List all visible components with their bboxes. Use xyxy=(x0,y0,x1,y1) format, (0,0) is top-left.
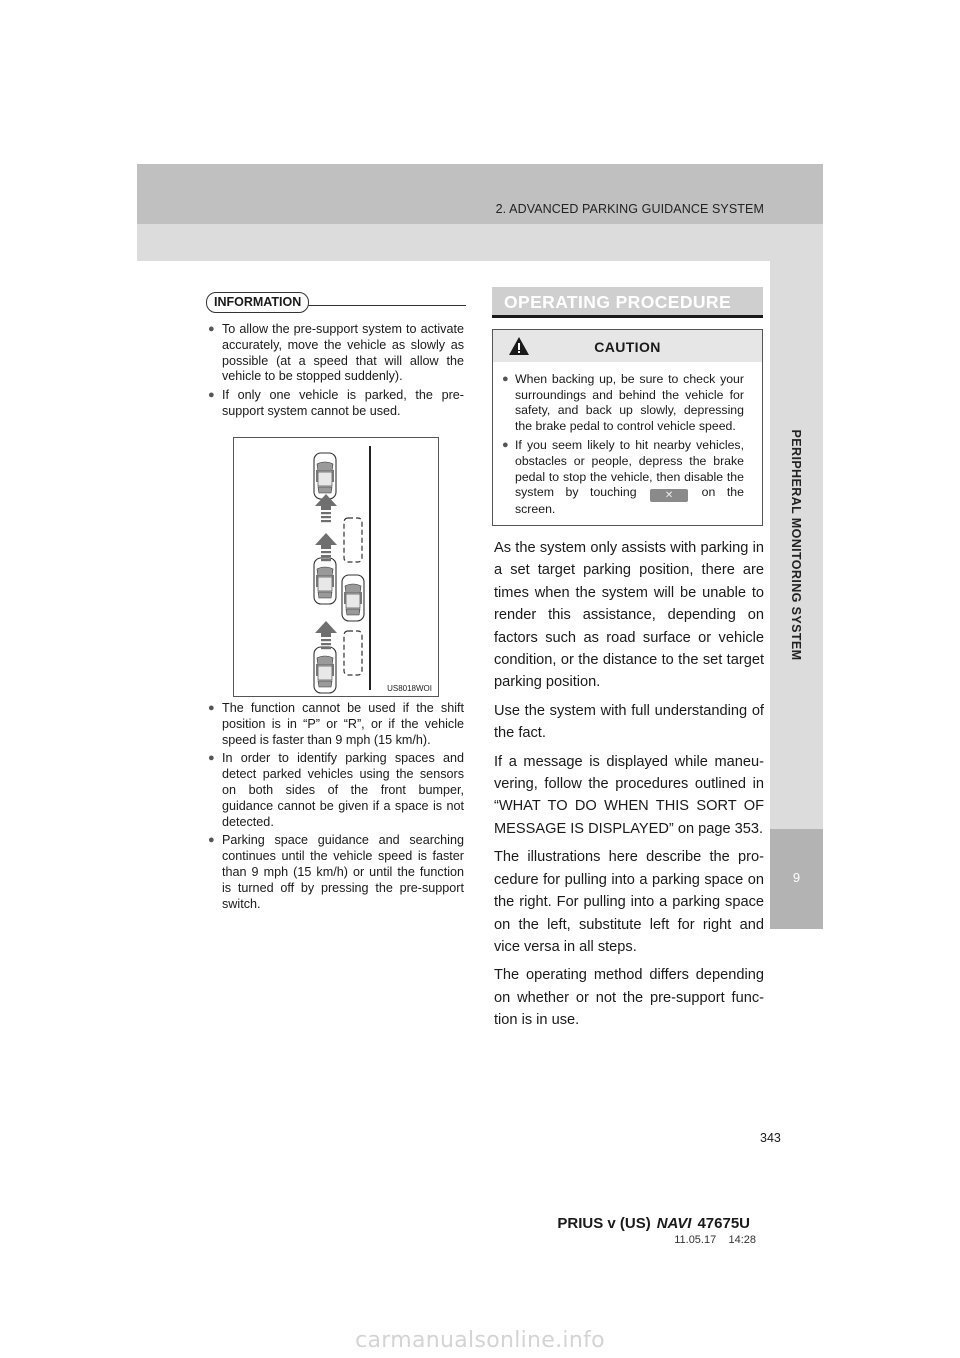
warning-icon xyxy=(508,336,530,356)
caution-bullet-text: on the screen. xyxy=(515,485,744,517)
paragraph: If a message is displayed while maneuvering, follow the procedures outlined in “WHAT TO DO WHEN THIS SORT OF MESSAGE IS DISPLAYED” on page 353. xyxy=(494,753,764,837)
information-bullets-bottom xyxy=(208,701,464,915)
page-number: 343 xyxy=(760,1131,781,1145)
caution-bullet xyxy=(502,438,744,517)
header-subband xyxy=(137,224,823,261)
paragraph: As the system only assists with parking in a set target parking position, there are times when the system will be unable to render this assistance, depending on factors such as road surface or vehicle condition, or the distance to the set target parking position. xyxy=(494,540,764,691)
caution-bullet: ● When backing up, be sure to check your surroundings and behind the vehicle for safety, and back up slowly, depressing the brake pedal to control vehicle speed. xyxy=(502,372,744,434)
caution-bullet-text: If you seem likely to hit nearby vehicles, obstacles or people, depress the brake pedal to stop the vehicle, then disable the system by touching xyxy=(515,438,744,500)
nav-label: NAVI xyxy=(656,1215,692,1232)
paragraph: Use the system with full understanding of the fact. xyxy=(494,702,764,742)
information-bullet: ● Parking space guidance and searching continues until the vehicle speed is faster than 9 mph (15 km/h) or until the function is turned off by pressing the pre-support switch. xyxy=(208,833,464,912)
caution-title: CAUTION xyxy=(594,339,661,355)
caution-bullets xyxy=(502,372,744,522)
information-bullets-top xyxy=(208,322,464,423)
information-bullet: ● If only one vehicle is parked, the pre-support system cannot be used. xyxy=(208,388,464,420)
information-bullet: ● To allow the pre-support system to activate accurately, move the vehicle as slowly as possible (at a speed that will allow the vehicle to be stopped suddenly). xyxy=(208,322,464,385)
information-badge: INFORMATION xyxy=(206,292,309,313)
close-icon: ✕ xyxy=(650,489,688,502)
procedure-body xyxy=(494,537,764,1038)
parking-illustration xyxy=(233,437,439,697)
manual-code: 47675U xyxy=(697,1215,750,1232)
print-time: 14:28 xyxy=(728,1234,756,1246)
information-rule xyxy=(300,305,466,306)
figure-code: US8018WOI xyxy=(387,684,432,693)
footer-model xyxy=(557,1215,750,1232)
information-bullet: ● The function cannot be used if the shift position is in “P” or “R”, or if the vehicle speed is faster than 9 mph (15 km/h). xyxy=(208,701,464,748)
model-name: PRIUS v (US) xyxy=(557,1215,651,1232)
print-date: 11.05.17 xyxy=(674,1234,717,1246)
section-title: 2. ADVANCED PARKING GUIDANCE SYSTEM xyxy=(495,202,764,216)
information-bullet: ● In order to identify parking spaces and detect parked vehicles using the sensors on both sides of the front bumper, guidance cannot be given if a space is not detected. xyxy=(208,751,464,830)
side-tab-label: PERIPHERAL MONITORING SYSTEM xyxy=(789,429,803,661)
paragraph: The illustrations here describe the procedure for pulling into a parking space on the right. For pulling into a parking space on the left, substitute left for right and vice versa in all steps. xyxy=(494,849,764,955)
operating-procedure-heading: OPERATING PROCEDURE xyxy=(492,287,763,318)
watermark: carmanualsonline.info xyxy=(355,1328,605,1353)
footer-timestamp xyxy=(674,1234,756,1246)
paragraph: The operating method differs depending on whether or not the pre-support function is in use. xyxy=(494,967,764,1029)
chapter-number: 9 xyxy=(792,870,801,885)
